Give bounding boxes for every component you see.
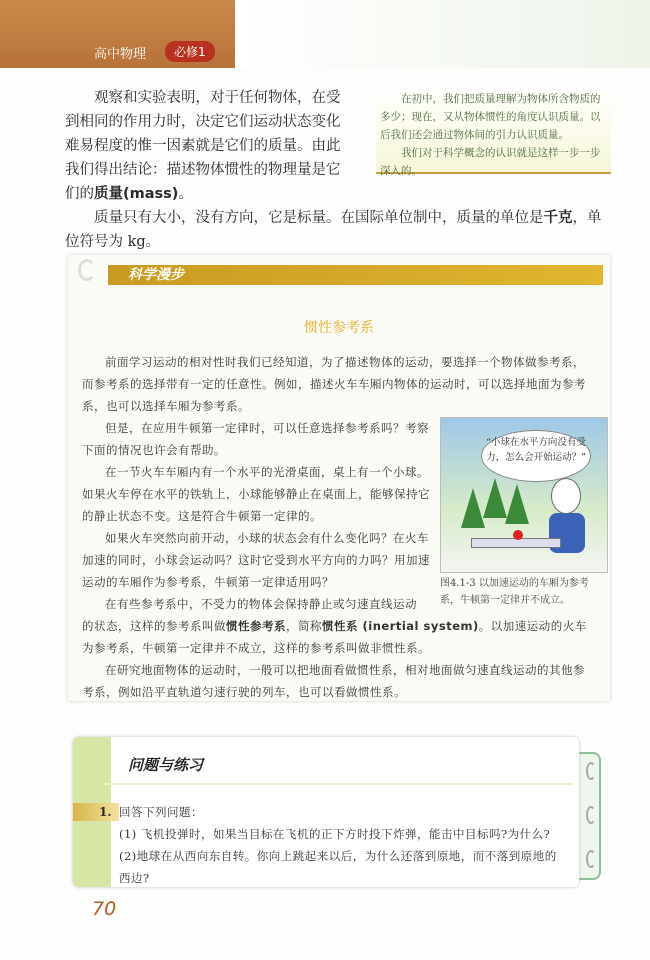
volume-badge: 必修1	[165, 41, 215, 62]
term-kilogram: 千克	[543, 210, 573, 226]
science-p3: 在一节火车车厢内有一个水平的光滑桌面，桌上有一个小球。如果火车停在水平的铁轨上，小球能够静止在桌面上，能够保持它的静止状态不变。这是符合牛顿第一定律的。	[82, 465, 430, 523]
tree-icon	[483, 478, 507, 518]
science-p4: 如果火车突然向前开动，小球的状态会有什么变化吗？在火车加速的同时，小球会运动吗？这时它受到水平方向的力吗？用加速运动的车厢作为参考系，牛顿第一定律适用吗？	[82, 531, 430, 589]
text: 的状态，这样的参考系叫做	[82, 619, 226, 633]
question-number: 1.	[73, 803, 119, 821]
question-2: (2)地球在从西向东自转。你向上跳起来以后，为什么还落到原地，而不落到原地的西边?	[119, 849, 557, 885]
text: 质量只有大小，没有方向，它是标量。在国际单位制中，质量的单位是	[94, 210, 544, 226]
text: 。以加速运动的火车为参考系，牛顿第一定律并不成立，这样的参考系叫做非惯性系。	[82, 619, 587, 655]
tree-icon	[461, 488, 485, 528]
ring-icon	[78, 259, 96, 281]
science-title: 惯性参考系	[304, 320, 374, 336]
text: ，单位符号为 kg。	[65, 210, 602, 250]
ball-icon	[513, 530, 523, 540]
side-note-p1: 在初中，我们把质量理解为物体所含物质的多少；现在，又从物体惯性的角度认识质量。以后我们还会通过物体间的引力认识质量。	[380, 93, 601, 141]
ring-icon	[586, 806, 596, 824]
term-inertial-frame: 惯性参考系	[226, 619, 286, 633]
exercise-box	[73, 737, 579, 887]
page-number: 70	[92, 898, 117, 920]
exercise-title: 问题与练习	[128, 756, 204, 774]
question-prompt: 回答下列问题：	[119, 805, 203, 819]
header-band	[0, 0, 235, 68]
divider	[103, 783, 573, 785]
character-head	[551, 478, 581, 514]
main-paragraph-1	[65, 86, 347, 206]
train-illustration	[440, 417, 608, 573]
question-1: (1) 飞机投弹时，如果当目标在飞机的正下方时投下炸弹，能击中目标吗?为什么?	[119, 827, 551, 841]
science-p6: 在研究地面物体的运动时，一般可以把地面看做惯性系，相对地面做匀速直线运动的其他参考系，例如沿平直轨道匀速行驶的列车，也可以看做惯性系。	[82, 663, 585, 699]
speech-bubble: “小球在水平方向没有受力，怎么会开始运动？”	[481, 430, 591, 482]
science-p5a: 在有些参考系中，不受力的物体会保持静止或匀速直线运动	[105, 597, 417, 611]
science-banner: 科学漫步	[108, 265, 603, 285]
side-note-p2: 我们对于科学概念的认识就是这样一步一步深入的。	[380, 147, 601, 177]
side-note	[376, 88, 611, 177]
main-paragraph-2	[65, 206, 610, 254]
term-inertial-system: 惯性系 (inertial system)	[322, 619, 479, 633]
science-p1: 前面学习运动的相对性时我们已经知道，为了描述物体的运动，要选择一个物体做参考系，而参考系的选择带有一定的任意性。例如，描述火车车厢内物体的运动时，可以选择地面为参考系，也可以选择车厢为参考系。	[82, 355, 586, 413]
header-gradient	[235, 0, 650, 68]
science-box	[68, 255, 610, 701]
science-p5	[82, 615, 594, 659]
text: ，简称	[286, 619, 322, 633]
text: 。	[178, 186, 193, 202]
science-p2: 但是，在应用牛顿第一定律时，可以任意选择参考系吗？考察下面的情况也许会有帮助。	[82, 421, 429, 457]
ring-icon	[586, 850, 596, 868]
ring-icon	[586, 762, 596, 780]
term-mass: 质量(mass)	[94, 186, 179, 202]
text: 观察和实验表明，对于任何物体，在受到相同的作用力时，决定它们运动状态变化难易程度的惟一因素就是它们的质量。由此我们得出结论：描述物体惯性的物理量是它们的	[65, 90, 341, 202]
book-title: 高中物理	[94, 47, 147, 62]
tree-icon	[505, 484, 529, 524]
figure-caption: 图4.1-3 以加速运动的车厢为参考系，牛顿第一定律并不成立。	[440, 578, 589, 606]
